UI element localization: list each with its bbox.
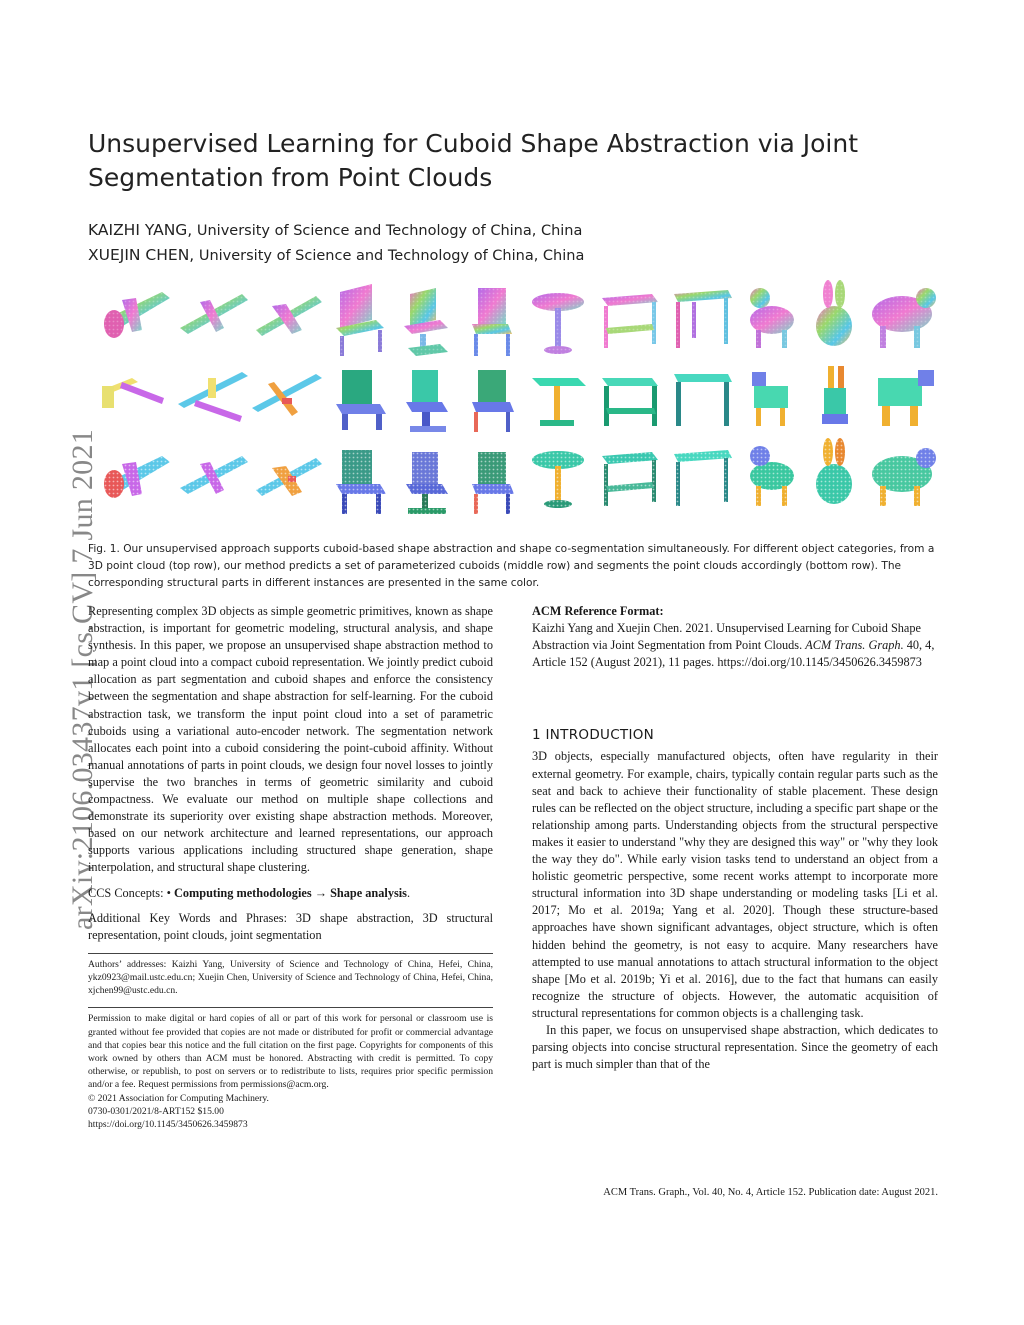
chair-seg-2 <box>402 450 452 516</box>
chair-cuboids-2 <box>406 370 448 432</box>
figure-caption: Fig. 1. Our unsupervised approach supports cuboid-based shape abstraction and shape co-segmentation simultaneously. For different object categories, from a 3D point cloud (top row), our method predicts a set of parameterized cuboids (middle row) and segments the point clouds accordingly (bottom row). The corresponding structural parts in different instances are presented in the same color. <box>88 543 935 589</box>
table-cuboids-2 <box>602 378 658 426</box>
intro-paragraph-1: 3D objects, especially manufactured objects, often have regularity in their external geometry. For example, chairs, typically contain regular parts such as the seat and back to achieve their functionality of stable placement. These design rules can be reflected on the object structure, including a specific part shape or the relationship among parts. Understanding objects from the structural perspective makes it easier to understand "why they are designed this way" or "why they look the way they do". While early vision tasks tend to understand an object from a holistic geometric perspective, some recent works attempt to incorporate more structural information into 3D shape understanding or modeling tasks [Li et al. 2017; Mo et al. 2019a; Yang et al. 2020]. Though these structure-based approaches have shown significant advantages, object structure, which is often hidden behind the geometry, is not easy to acquire. Many researchers have attempted to use manual annotations to attach structural information to the object shape [Mo et al. 2019b; Yi et al. 2016], due to the fact that humans can easily recognize the structure of objects. However, the automatic acquisition of structural representations for common objects is a challenging task. <box>532 749 938 1020</box>
figure-row-cuboids <box>102 366 934 432</box>
table-cuboids-1 <box>532 378 586 426</box>
author-list <box>88 218 584 268</box>
doi-link[interactable]: https://doi.org/10.1145/3450626.3459873 <box>88 1119 248 1131</box>
airplane-cuboids-2 <box>178 372 248 422</box>
animal-cuboids-3 <box>878 370 934 426</box>
animal-seg-3 <box>870 444 938 508</box>
arxiv-stamp: arXiv:2106.03437v1 [cs.CV] 7 Jun 2021 <box>66 428 99 930</box>
chair-seg-3 <box>470 450 514 516</box>
chair-cuboids-1 <box>336 370 386 430</box>
author-2: XUEJIN CHEN, University of Science and Technology of China, China <box>88 246 585 264</box>
chair-pointcloud-3 <box>470 286 514 358</box>
airplane-seg-2 <box>180 454 250 499</box>
paper-title: Unsupervised Learning for Cuboid Shape Abstraction via Joint Segmentation from Point Clouds <box>88 129 859 192</box>
chair-seg-1 <box>334 448 386 516</box>
animal-pointcloud-3 <box>870 286 938 350</box>
abstract: Representing complex 3D objects as simple geometric primitives, known as shape abstraction, is important for geometric modeling, structural analysis, and shape synthesis. In this paper, we propose an unsupervised shape abstraction method to map a point cloud into a compact cuboid representation. We jointly predict cuboid allocation as part segmentation and cuboid shapes and enforce the consistency between the segmentation and shape abstraction for self-learning. For the cuboid abstraction task, we transform the input point cloud into a set of parametric cuboids using a variational auto-encoder network. The segmentation network allocates each point into a cuboid considering the point-cuboid affinity. Without manual annotations of parts in point clouds, we design four novel losses to jointly supervise the two branches in terms of geometric similarity and cuboid compactness. We evaluate our method on multiple shape collections and demonstrate its superiority over existing shape abstraction methods. Moreover, based on our network architecture and learned representations, our approach supports various applications including structured shape generation, shape interpolation, and structural shape clustering. <box>88 604 493 875</box>
table-pointcloud-2 <box>600 292 660 352</box>
table-seg-2 <box>600 450 660 510</box>
section-heading-introduction: 1 INTRODUCTION <box>532 727 655 744</box>
animal-pointcloud-1 <box>746 286 798 350</box>
acm-ref-text: Kaizhi Yang and Xuejin Chen. 2021. Unsupervised Learning for Cuboid Shape Abstraction via Joint Segmentation from Point Clouds. ACM Trans. Graph. 40, 4, Article 152 (August 2021), 11 pages. https://doi.org/10.1145/3450626.3459873 <box>532 621 935 670</box>
author-1: KAIZHI YANG, University of Science and Technology of China, China <box>88 221 583 239</box>
table-seg-1 <box>530 450 586 510</box>
figure-1 <box>92 280 944 525</box>
table-pointcloud-3 <box>672 288 734 352</box>
airplane-seg-3 <box>254 454 324 499</box>
figure-row-segmentation <box>104 438 938 516</box>
airplane-cuboids-1 <box>102 378 164 408</box>
acm-ref-heading: ACM Reference Format: <box>532 604 664 618</box>
table-cuboids-3 <box>674 374 732 426</box>
figure-row-pointclouds <box>104 280 938 358</box>
page-footer: ACM Trans. Graph., Vol. 40, No. 4, Article 152. Publication date: August 2021. <box>603 1187 938 1198</box>
chair-pointcloud-2 <box>402 286 452 358</box>
issn: 0730-0301/2021/8-ART152 $15.00 <box>88 1105 224 1117</box>
airplane-pointcloud-3 <box>254 292 324 337</box>
airplane-cuboids-3 <box>252 374 322 416</box>
copyright: © 2021 Association for Computing Machinery. <box>88 1092 269 1104</box>
author-addresses: Authors’ addresses: Kaizhi Yang, University of Science and Technology of China, Hefei, China, ykz0923@mail.ustc.edu.cn; Xuejin Chen, University of Science and Technology of China, Hefei, China, xjchen99@ustc.edu.cn. <box>88 958 493 997</box>
chair-cuboids-3 <box>472 370 514 432</box>
airplane-seg-1 <box>104 456 174 501</box>
table-seg-3 <box>672 448 734 510</box>
table-pointcloud-1 <box>530 292 586 356</box>
animal-cuboids-2 <box>822 366 848 424</box>
keywords: Additional Key Words and Phrases: 3D shape abstraction, 3D structural representation, point clouds, joint segmentation <box>88 910 493 942</box>
airplane-pointcloud-1 <box>104 292 174 338</box>
permission-notice: Permission to make digital or hard copies of all or part of this work for personal or classroom use is granted without fee provided that copies are not made or distributed for profit or commercial advantage and that copies bear this notice and the full citation on the first page. Copyrights for components of this work owned by others than ACM must be honored. Abstracting with credit is permitted. To copy otherwise, or republish, to post on servers or to redistribute to lists, requires prior specific permission and/or a fee. Request permissions from permissions@acm.org. <box>88 1013 493 1091</box>
divider <box>88 1007 493 1008</box>
animal-seg-1 <box>746 444 798 508</box>
animal-cuboids-1 <box>752 372 788 426</box>
animal-seg-2 <box>814 438 854 508</box>
airplane-pointcloud-2 <box>180 292 250 337</box>
divider <box>88 953 493 954</box>
left-column <box>88 603 493 1131</box>
intro-paragraph-2: In this paper, we focus on unsupervised shape abstraction, which dedicates to parsing objects into concise structural representation. Since the geometry of each part is much simpler than that of the <box>532 1022 938 1072</box>
right-column <box>532 603 938 1073</box>
animal-pointcloud-2 <box>814 280 854 350</box>
chair-pointcloud-1 <box>334 284 386 356</box>
ccs-concepts: CCS Concepts: • Computing methodologies → Shape analysis. <box>88 885 411 900</box>
